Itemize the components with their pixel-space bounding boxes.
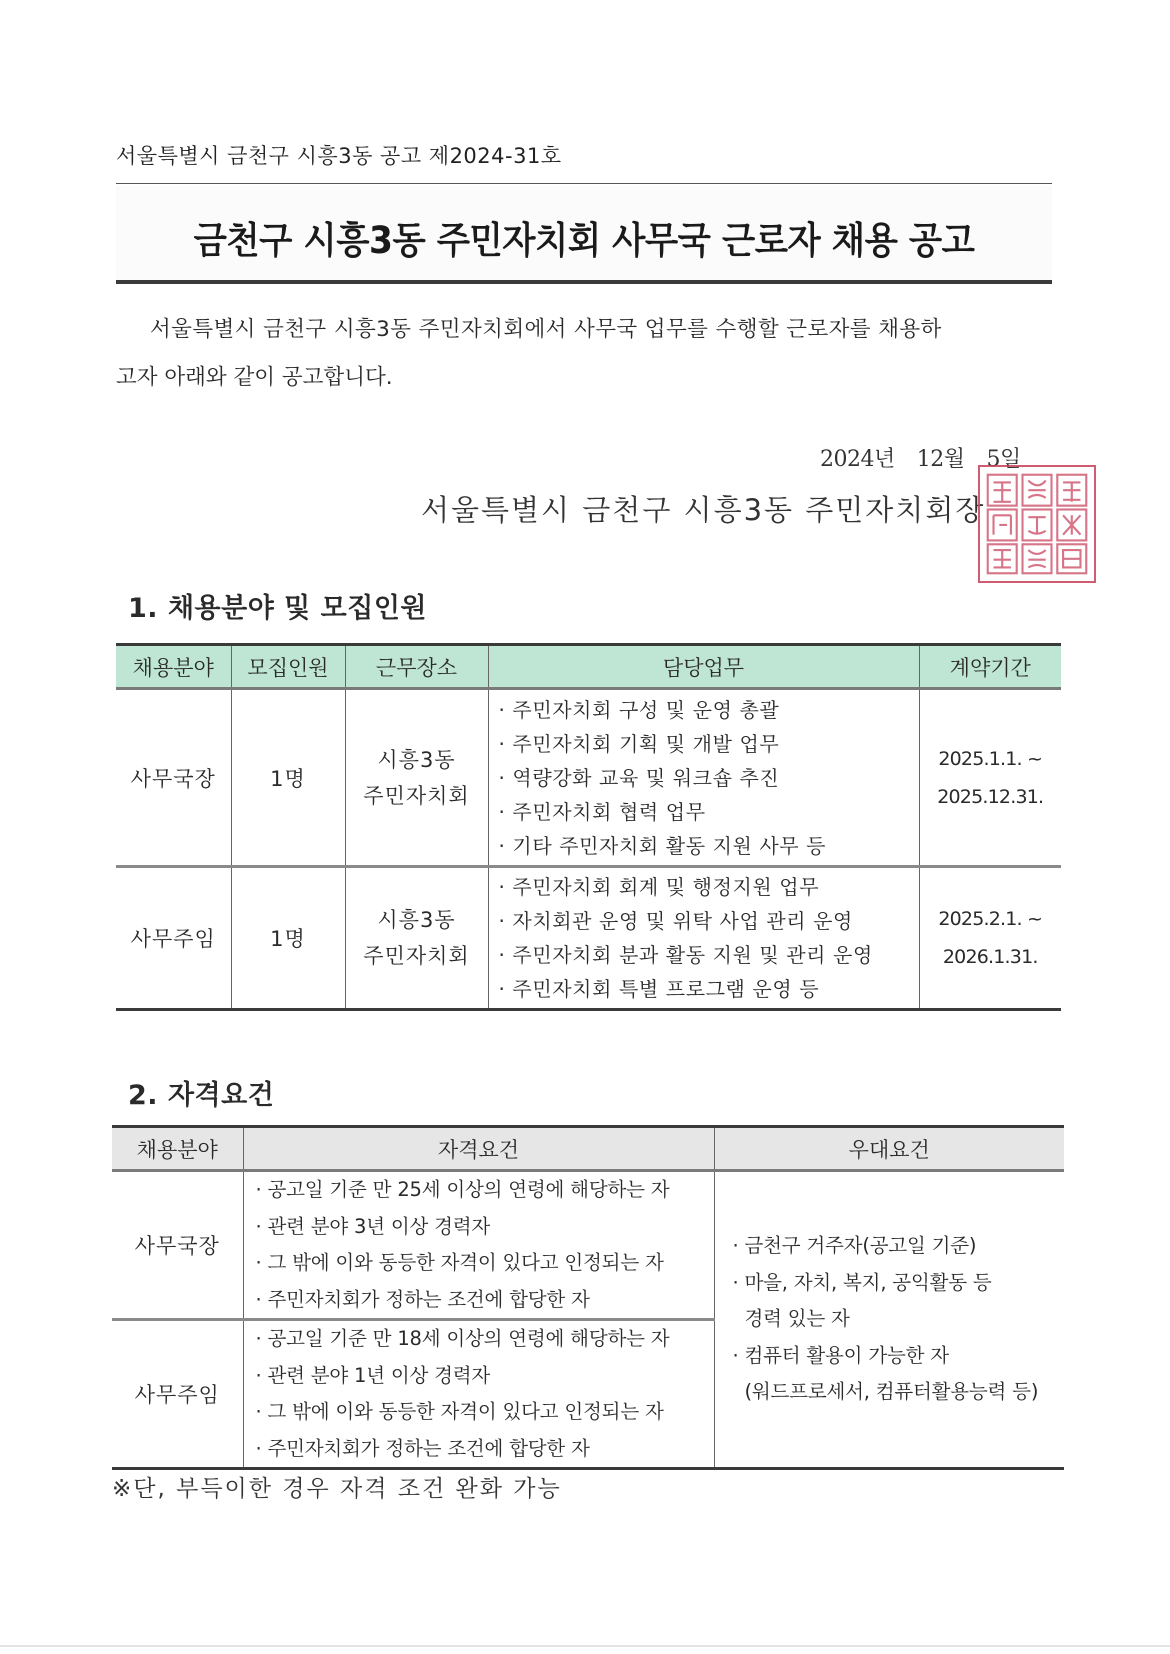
duty-item: · 역량강화 교육 및 워크숍 추진 — [498, 765, 780, 790]
col-header-duties: 담당업무 — [488, 645, 919, 689]
workplace-line-2: 주민자치회 — [363, 783, 470, 808]
col-header-category: 채용분야 — [116, 645, 231, 689]
workplace-line-1: 시흥3동 — [377, 747, 456, 772]
qualification-item: · 공고일 기준 만 25세 이상의 연령에 해당하는 자 — [255, 1178, 670, 1201]
table-header-row — [116, 645, 1061, 689]
intro-paragraph — [116, 306, 1056, 402]
duty-item: · 주민자치회 특별 프로그램 운영 등 — [498, 977, 820, 1001]
table-row — [112, 1171, 1064, 1320]
duty-item: · 주민자치회 분과 활동 지원 및 관리 운영 — [498, 943, 873, 967]
table-header-row — [112, 1127, 1064, 1171]
section-2-heading: 2. 자격요건 — [128, 1080, 275, 1111]
period-end: 2025.12.31. — [937, 785, 1044, 808]
title-divider — [116, 280, 1052, 284]
duty-item: · 주민자치회 구성 및 운영 총괄 — [498, 697, 780, 722]
cell-category: 사무국장 — [116, 689, 231, 867]
col-header-category: 채용분야 — [112, 1127, 243, 1171]
col-header-period: 계약기간 — [919, 645, 1061, 689]
signer-name: 서울특별시 금천구 시흥3동 주민자치회장 — [421, 493, 986, 527]
cell-headcount: 1명 — [231, 689, 345, 867]
period-start: 2025.1.1. ~ — [938, 747, 1043, 770]
preference-item-continued: 경력 있는 자 — [744, 1307, 850, 1331]
date-day: 5일 — [986, 447, 1021, 472]
cell-category: 사무국장 — [112, 1171, 243, 1320]
cell-period — [919, 689, 1061, 867]
relaxation-note: ※단, 부득이한 경우 자격 조건 완화 가능 — [112, 1476, 562, 1502]
qualification-item: · 관련 분야 1년 이상 경력자 — [255, 1363, 491, 1387]
col-header-qualifications: 자격요건 — [243, 1127, 714, 1171]
cell-period — [919, 867, 1061, 1010]
qualification-item: · 그 밖에 이와 동등한 자격이 있다고 인정되는 자 — [255, 1251, 664, 1274]
duty-item: · 주민자치회 협력 업무 — [498, 799, 706, 824]
qualification-item: · 관련 분야 3년 이상 경력자 — [255, 1214, 491, 1238]
qualifications-table — [112, 1125, 1064, 1470]
date-year: 2024년 — [820, 447, 895, 472]
col-header-headcount: 모집인원 — [231, 645, 345, 689]
cell-category: 사무주임 — [116, 867, 231, 1010]
qualification-item: · 주민자치회가 정하는 조건에 합당한 자 — [255, 1287, 590, 1311]
col-header-preferences: 우대요건 — [714, 1127, 1064, 1171]
preference-item: · 마을, 자치, 복지, 공익활동 등 — [732, 1270, 992, 1294]
cell-category: 사무주임 — [112, 1320, 243, 1469]
cell-preferences — [714, 1171, 1064, 1469]
preference-item: · 금천구 거주자(공고일 기준) — [732, 1234, 977, 1258]
duty-item: · 주민자치회 기획 및 개발 업무 — [498, 731, 780, 756]
duty-item: · 기타 주민자치회 활동 지원 사무 등 — [498, 833, 827, 858]
intro-line-1: 서울특별시 금천구 시흥3동 주민자치회에서 사무국 업무를 수행할 근로자를 채용하 — [150, 317, 942, 342]
table-row — [116, 689, 1061, 867]
date-month: 12월 — [916, 447, 965, 472]
top-divider — [116, 183, 1052, 184]
table-row — [116, 867, 1061, 1010]
cell-workplace — [345, 867, 488, 1010]
period-start: 2025.2.1. ~ — [938, 908, 1043, 930]
cell-workplace — [345, 689, 488, 867]
cell-qualifications — [243, 1320, 714, 1469]
seal-icon — [980, 467, 1094, 581]
col-header-workplace: 근무장소 — [345, 645, 488, 689]
official-seal-stamp — [978, 465, 1096, 583]
intro-line-2: 고자 아래와 같이 공고합니다. — [116, 365, 393, 390]
period-end: 2026.1.31. — [942, 946, 1038, 968]
cell-qualifications — [243, 1171, 714, 1320]
section-1-heading: 1. 채용분야 및 모집인원 — [128, 593, 427, 624]
duty-item: · 자치회관 운영 및 위탁 사업 관리 운영 — [498, 909, 853, 933]
duty-item: · 주민자치회 회계 및 행정지원 업무 — [498, 875, 820, 899]
qualification-item: · 주민자치회가 정하는 조건에 합당한 자 — [255, 1436, 590, 1460]
qualification-item: · 그 밖에 이와 동등한 자격이 있다고 인정되는 자 — [255, 1400, 664, 1423]
recruitment-table — [116, 643, 1061, 1011]
workplace-line-2: 주민자치회 — [363, 944, 470, 968]
cell-headcount: 1명 — [231, 867, 345, 1010]
notice-number: 서울특별시 금천구 시흥3동 공고 제2024-31호 — [116, 144, 562, 168]
page-bottom-edge — [0, 1645, 1170, 1647]
preference-item-continued: (워드프로세서, 컴퓨터활용능력 등) — [744, 1380, 1039, 1404]
workplace-line-1: 시흥3동 — [377, 908, 456, 932]
cell-duties — [488, 867, 919, 1010]
page-title: 금천구 시흥3동 주민자치회 사무국 근로자 채용 공고 — [193, 219, 975, 262]
cell-duties — [488, 689, 919, 867]
preference-item: · 컴퓨터 활용이 가능한 자 — [732, 1343, 949, 1367]
qualification-item: · 공고일 기준 만 18세 이상의 연령에 해당하는 자 — [255, 1327, 670, 1350]
